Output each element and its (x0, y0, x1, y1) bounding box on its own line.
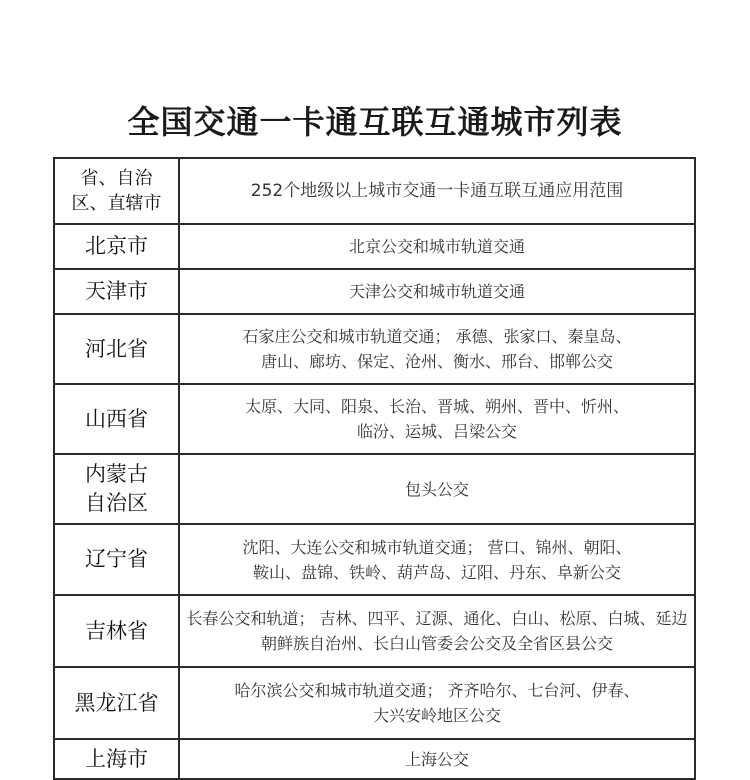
table-header-row (54, 158, 695, 224)
table-row (54, 269, 695, 314)
table-row (54, 314, 695, 384)
table-row (54, 595, 695, 667)
cities-line: 天津公交和城市轨道交通 (348, 282, 525, 301)
province-cell (54, 224, 179, 269)
province-cell (54, 384, 179, 454)
province-name: 内蒙古 (85, 462, 148, 486)
province-name: 河北省 (85, 336, 148, 361)
table-row (54, 667, 695, 739)
province-cell (54, 524, 179, 595)
province-cell (54, 314, 179, 384)
province-name: 天津市 (85, 279, 148, 303)
cities-cell (179, 595, 695, 667)
cities-cell (179, 454, 695, 524)
cities-line: 大兴安岭地区公交 (372, 706, 501, 725)
cities-line: 北京公交和城市轨道交通 (348, 237, 525, 256)
page-title: 全国交通一卡通互联互通城市列表 (127, 103, 623, 141)
province-cell (54, 269, 179, 314)
province-name: 上海市 (85, 746, 148, 771)
cities-line: 临汾、运城、吕梁公交 (356, 422, 517, 441)
province-name: 山西省 (85, 406, 148, 431)
cities-cell (179, 524, 695, 595)
province-name: 北京市 (85, 234, 148, 258)
cities-cell (179, 739, 695, 779)
cities-line: 鞍山、盘锦、铁岭、葫芦岛、辽阳、丹东、阜新公交 (252, 562, 621, 582)
province-name: 自治区 (85, 491, 148, 515)
header-province-cell (54, 158, 179, 224)
cities-cell (179, 667, 695, 739)
province-cell (54, 454, 179, 524)
city-list-table (53, 157, 696, 780)
header-province-line: 省、自治 (80, 168, 153, 189)
province-name: 吉林省 (85, 618, 148, 643)
cities-line: 唐山、廊坊、保定、沧州、衡水、邢台、邯郸公交 (260, 352, 613, 371)
cities-cell (179, 314, 695, 384)
cities-line: 太原、大同、阳泉、长治、晋城、朔州、晋中、忻州、 (244, 397, 629, 416)
cities-line: 上海公交 (404, 749, 469, 769)
cities-cell (179, 384, 695, 454)
table-row (54, 454, 695, 524)
province-cell (54, 739, 179, 779)
cities-line: 包头公交 (404, 479, 469, 499)
table-row (54, 524, 695, 595)
cities-line: 长春公交和轨道； 吉林、四平、辽源、通化、白山、松原、白城、延边 (186, 609, 688, 628)
cities-cell (179, 269, 695, 314)
table-row (54, 224, 695, 269)
province-cell (54, 595, 179, 667)
cities-line: 沈阳、大连公交和城市轨道交通； 营口、锦州、朝阳、 (242, 537, 632, 557)
cities-line: 哈尔滨公交和城市轨道交通； 齐齐哈尔、七台河、伊春、 (234, 681, 640, 700)
header-province-line: 区、直辖市 (71, 193, 162, 214)
cities-line: 朝鲜族自治州、长白山管委会公交及全省区县公交 (260, 634, 613, 653)
province-cell (54, 667, 179, 739)
cities-line: 石家庄公交和城市轨道交通； 承德、张家口、秦皇岛、 (242, 327, 632, 346)
table-row (54, 384, 695, 454)
province-name: 辽宁省 (85, 547, 148, 571)
table-row (54, 739, 695, 779)
province-name: 黑龙江省 (74, 690, 159, 715)
header-cities-cell: 252个地级以上城市交通一卡通互联互通应用范围 (179, 158, 695, 224)
cities-cell (179, 224, 695, 269)
